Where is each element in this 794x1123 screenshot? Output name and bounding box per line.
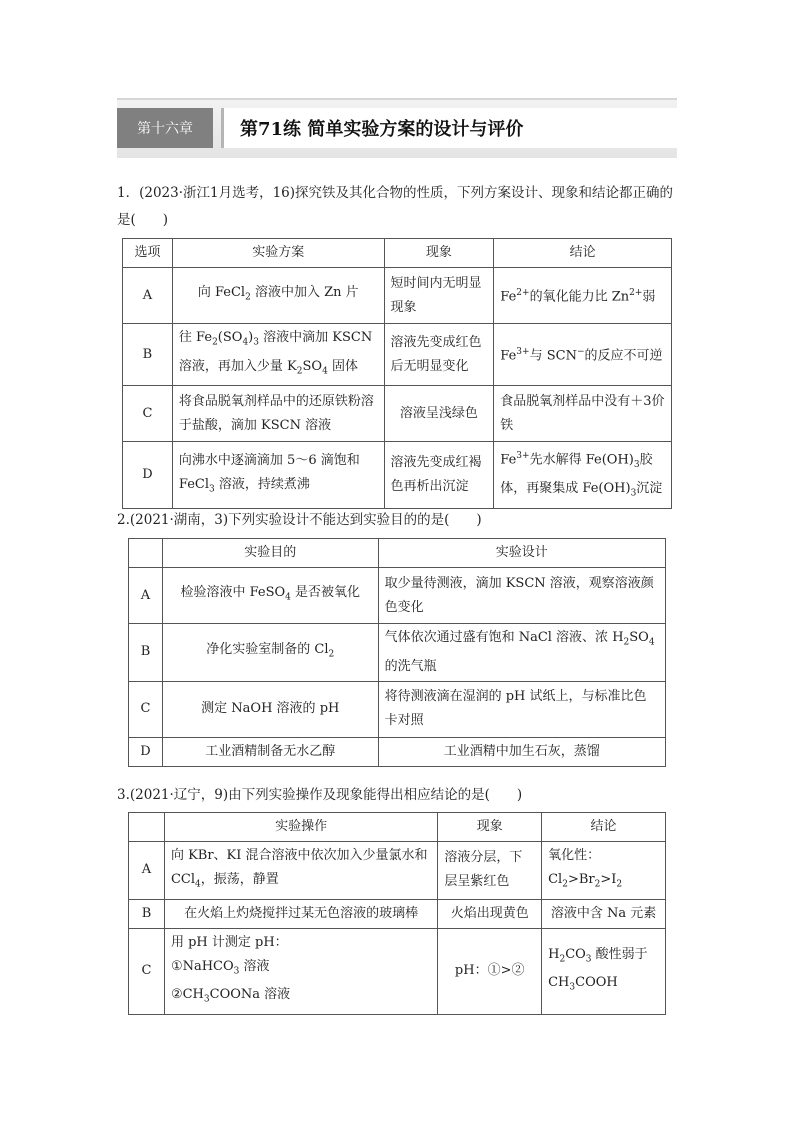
design-cell: 将待测液滴在湿润的 pH 试纸上，与标准比色卡对照 — [378, 681, 665, 737]
option-label: C — [129, 928, 165, 1014]
table-row — [129, 624, 666, 682]
phenomenon-cell: 火焰出现黄色 — [438, 899, 542, 928]
q2-header-option — [129, 539, 163, 568]
phenomenon-cell: 溶液先变成红色后无明显变化 — [384, 324, 494, 386]
phenomenon-cell: 溶液呈浅绿色 — [384, 386, 494, 442]
conclusion-cell: $H_2CO_3$ 酸性弱于 $CH_3COOH$ — [542, 928, 666, 1014]
q1-header-phenomenon: 现象 — [384, 239, 494, 268]
goal-cell: 工业酒精制备无水乙醇 — [162, 737, 378, 766]
option-label: C — [129, 681, 163, 737]
table-row — [123, 324, 672, 386]
q1-stem-line2: 是( ) — [117, 212, 169, 228]
option-label: B — [129, 624, 163, 682]
table-header-row — [129, 813, 666, 842]
option-label: B — [123, 324, 173, 386]
q3-stem: 3.(2021·辽宁，9)由下列实验操作及现象能得出相应结论的是( ) — [117, 787, 523, 803]
table-row — [129, 842, 666, 900]
table-row — [129, 899, 666, 928]
operation-cell: 用 pH 计测定 pH： ①NaHCO$_3$ 溶液 $②CH_3COONa$ 溶液 — [164, 928, 437, 1014]
q3-header-operation: 实验操作 — [164, 813, 437, 842]
table-row — [123, 442, 672, 509]
option-label: A — [123, 268, 173, 324]
q3-header-conclusion: 结论 — [542, 813, 666, 842]
phenomenon-cell: 溶液先变成红褐色再析出沉淀 — [384, 442, 494, 509]
q3-header-option — [129, 813, 165, 842]
plan-cell: 往 $Fe_2(SO_4)_3$ 溶液中滴加 KSCN 溶液，再加入少量 $K_2SO_4$ 固体 — [172, 324, 384, 386]
table-header-row — [123, 239, 672, 268]
q3-header-phenomenon: 现象 — [438, 813, 542, 842]
table-header-row — [129, 539, 666, 568]
plan-cell: 向沸水中逐滴滴加 5～6 滴饱和 FeCl$_3$ 溶液，持续煮沸 — [172, 442, 384, 509]
option-label: C — [123, 386, 173, 442]
table-row — [123, 268, 672, 324]
conclusion-cell: $Fe^{3+}$先水解得 $Fe(OH)_3$胶体，再聚集成 $Fe(OH)_3$沉淀 — [494, 442, 672, 509]
design-cell: 气体依次通过盛有饱和 NaCl 溶液、浓 $H_2SO_4$ 的洗气瓶 — [378, 624, 665, 682]
table-row — [123, 386, 672, 442]
option-label: D — [129, 737, 163, 766]
q2-header-goal: 实验目的 — [162, 539, 378, 568]
phenomenon-cell: 溶液分层，下层呈紫红色 — [438, 842, 542, 900]
operation-cell: 向 KBr、KI 混合溶液中依次加入少量氯水和 CCl$_4$，振荡，静置 — [164, 842, 437, 900]
q2-table — [128, 538, 666, 767]
q1-stem-line1: 1．(2023·浙江1月选考，16)探究铁及其化合物的性质，下列方案设计、现象和结论都正确的 — [117, 185, 674, 201]
phenomenon-cell: pH：①>② — [438, 928, 542, 1014]
table-row — [129, 737, 666, 766]
q1-header-conclusion: 结论 — [494, 239, 672, 268]
q1-header-option: 选项 — [123, 239, 173, 268]
goal-cell: 检验溶液中 FeSO$_4$ 是否被氧化 — [162, 568, 378, 624]
option-label: A — [129, 568, 163, 624]
design-cell: 工业酒精中加生石灰，蒸馏 — [378, 737, 665, 766]
table-row — [129, 568, 666, 624]
q1-header-plan: 实验方案 — [172, 239, 384, 268]
conclusion-cell: $Fe^{3+}$与 SCN−的反应不可逆 — [494, 324, 672, 386]
design-cell: 取少量待测液，滴加 KSCN 溶液，观察溶液颜色变化 — [378, 568, 665, 624]
option-label: B — [129, 899, 165, 928]
q2-stem: 2.(2021·湖南，3)下列实验设计不能达到实验目的的是( ) — [117, 512, 482, 528]
table-row — [129, 681, 666, 737]
q1-table — [122, 238, 672, 509]
conclusion-cell: 食品脱氧剂样品中没有＋3价铁 — [494, 386, 672, 442]
goal-cell: 测定 NaOH 溶液的 pH — [162, 681, 378, 737]
page-title: 第71练 简单实验方案的设计与评价 — [221, 108, 677, 148]
goal-cell: 净化实验室制备的 $Cl_2$ — [162, 624, 378, 682]
table-row — [129, 928, 666, 1014]
q2-header-design: 实验设计 — [378, 539, 665, 568]
chapter-label: 第十六章 — [117, 108, 213, 148]
q3-table — [128, 812, 666, 1015]
conclusion-cell: 氧化性： $Cl_2>Br_2>I_2$ — [542, 842, 666, 900]
plan-cell: 将食品脱氧剂样品中的还原铁粉溶于盐酸，滴加 KSCN 溶液 — [172, 386, 384, 442]
option-label: A — [129, 842, 165, 900]
conclusion-cell: $Fe^{2+}$的氧化能力比 $Zn^{2+}$弱 — [494, 268, 672, 324]
option-label: D — [123, 442, 173, 509]
operation-cell: 在火焰上灼烧搅拌过某无色溶液的玻璃棒 — [164, 899, 437, 928]
conclusion-cell: 溶液中含 Na 元素 — [542, 899, 666, 928]
plan-cell: 向 FeCl$_2$ 溶液中加入 Zn 片 — [172, 268, 384, 324]
phenomenon-cell: 短时间内无明显现象 — [384, 268, 494, 324]
